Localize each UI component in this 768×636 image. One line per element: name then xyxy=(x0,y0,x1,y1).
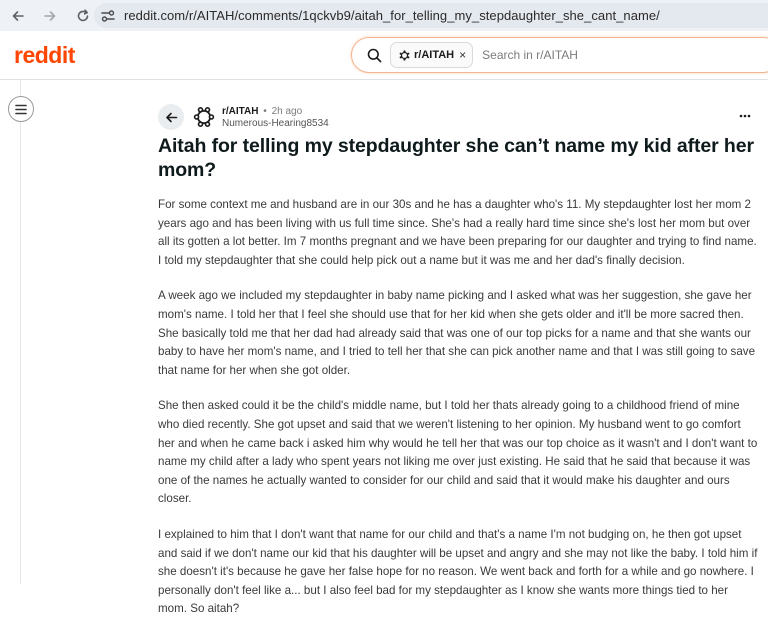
meta-separator: • xyxy=(263,106,267,117)
post-meta-text xyxy=(222,106,329,130)
reload-icon xyxy=(76,9,90,23)
post-paragraph: She then asked could it be the child's middle name, but I told her thats already going to a childhood friend of mine who died recently. She got upset and said that we weren't listening to her opinion. My husband went to go comfort her and when he came back i asked him why would he tell her that was our top choice as it wasn't and I don't want to name my child after a lady who spent years not liking me over just existing. He said that he said that because it was one of the names he actually wanted to consider for our child and said that it would make his daughter and ours closer. xyxy=(158,399,758,506)
search-bar[interactable] xyxy=(351,37,768,73)
community-icon xyxy=(193,106,215,128)
author-link[interactable]: Numerous-Hearing8534 xyxy=(222,118,329,129)
more-options-button[interactable] xyxy=(736,107,754,125)
subreddit-avatar[interactable] xyxy=(193,106,215,128)
subreddit-link[interactable]: r/AITAH xyxy=(222,106,259,117)
browser-back-button[interactable] xyxy=(8,6,28,26)
browser-reload-button[interactable] xyxy=(73,6,93,26)
post-timestamp: 2h ago xyxy=(271,106,303,117)
site-header xyxy=(0,31,768,80)
post-meta xyxy=(158,100,758,134)
sidebar-toggle-button[interactable] xyxy=(8,96,34,122)
search-scope-chip xyxy=(390,42,473,68)
search-icon xyxy=(366,47,382,63)
post-paragraph: I explained to him that I don't want that name for our child and that's a name I'm not budging on, he then got upset and said if we don't name our kid that his daughter will be upset and angry and she may not like the baby. I told him if she doesn't it's because he gave her false hope for no reason. We went back and forth for a while and go nowhere. I personally don't feel like a... but I also feel bad for my stepdaughter as I know she wants more things tied to her mom. So aitah? xyxy=(158,527,758,616)
arrow-left-icon xyxy=(165,111,178,124)
url-text[interactable]: reddit.com/r/AITAH/comments/1qckvb9/aitah_for_telling_my_stepdaughter_she_cant_name/ xyxy=(124,8,660,23)
sidebar-divider xyxy=(20,80,21,584)
remove-scope-button[interactable]: × xyxy=(459,48,467,62)
search-input[interactable] xyxy=(482,48,702,62)
post-title: Aitah for telling my stepdaughter she can’t name my kid after her mom? xyxy=(158,135,754,181)
browser-forward-button[interactable] xyxy=(40,6,60,26)
reddit-logo[interactable]: reddit xyxy=(14,42,75,68)
post-paragraph: A week ago we included my stepdaughter in baby name picking and I asked what was her suggestion, she gave her mom's name. I told her that I feel she should use that for her kid when she gets older and it'll be more sacred then. She basically told me that her dad had already said that was one of our top picks for a name and that she wants our baby to have her mom's name, and I tried to tell her that she can pick another name and that I was still going to save that name for her when she got older. xyxy=(158,289,756,377)
back-button[interactable] xyxy=(158,104,184,130)
arrow-left-icon xyxy=(11,9,25,23)
more-horizontal-icon xyxy=(739,114,751,118)
post-paragraph: For some context me and husband are in our 30s and he has a daughter who's 11. My stepdaughter lost her mom 2 years ago and has been living with us full time since. She's had a really hard time since she's lost her mom but over all its gotten a lot better. Im 7 months pregnant and we have been preparing for our daughter and trying to find name. I told my stepdaughter that she could help pick out a name but it was me and her dad's finally decision. xyxy=(158,198,757,267)
address-bar[interactable] xyxy=(94,3,768,28)
post xyxy=(158,100,758,636)
site-settings-icon[interactable] xyxy=(101,10,115,22)
post-body xyxy=(158,196,758,619)
arrow-right-icon xyxy=(43,9,57,23)
community-icon xyxy=(398,49,410,61)
hamburger-menu-icon xyxy=(15,104,27,115)
browser-toolbar xyxy=(0,0,768,31)
search-scope-label: r/AITAH xyxy=(414,49,455,61)
